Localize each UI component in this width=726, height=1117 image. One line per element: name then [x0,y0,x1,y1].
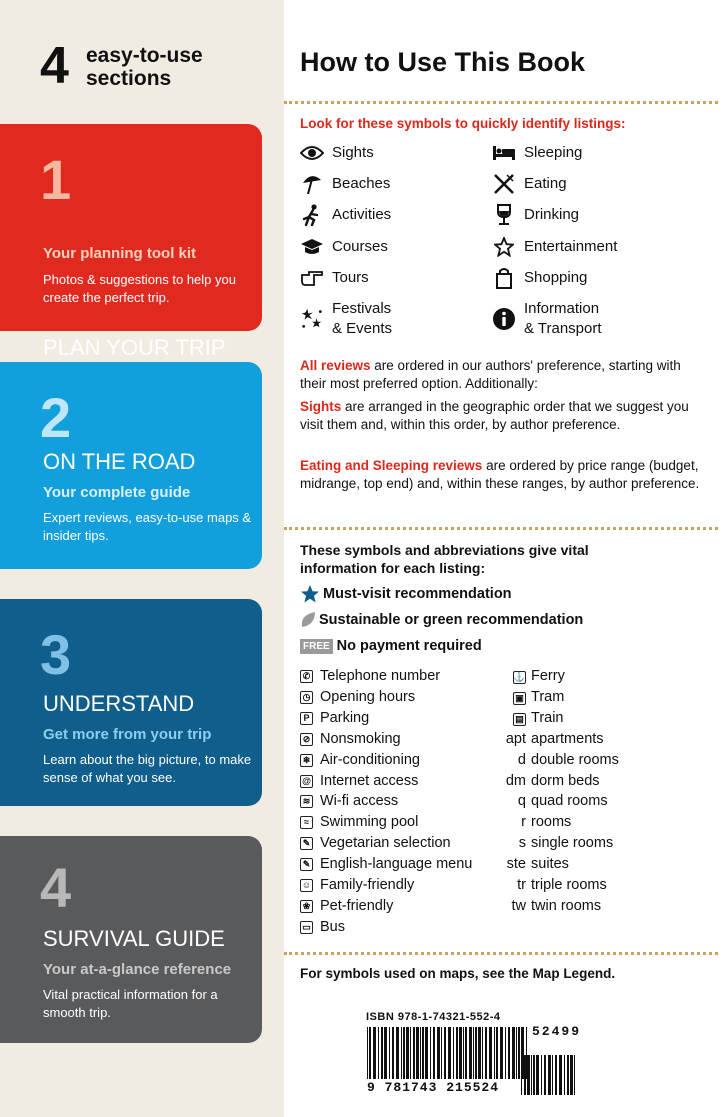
must-visit-label: Must-visit recommendation [323,586,512,602]
section-card-road [0,362,262,569]
pet-icon: ❀ [300,900,313,913]
abbr-item [494,729,604,750]
abbr-code: apt [505,730,526,747]
wine-glass-icon [492,205,516,225]
abbr-label: Wi-fi access [320,793,399,810]
abbr-label: Swimming pool [320,814,419,831]
symbol-sights [300,143,374,163]
fireworks-icon [300,299,324,339]
barcode-bar [489,1027,492,1079]
barcode-bar [518,1027,520,1079]
barcode-bar [465,1027,467,1079]
header-text [86,44,203,90]
shopping-bag-icon [492,268,516,288]
section-description: Vital practical information for a smooth trip. [43,987,218,1020]
barcode-bar [413,1027,415,1079]
abbr-code: tw [511,897,526,914]
abbr-label: triple rooms [531,877,607,893]
barcode-bar [533,1055,535,1095]
info-icon [492,299,516,339]
barcode-bar [482,1027,483,1079]
barcode-bar [422,1027,424,1079]
abbr-item [494,750,619,771]
abbr-item [300,771,418,792]
barcode-bar [420,1027,421,1079]
highlight: Eating and Sleeping reviews [300,458,483,473]
abbr-item [300,812,418,833]
symbol-courses [300,237,388,257]
barcode-bar [494,1027,495,1079]
barcode-bar [384,1027,387,1079]
abbr-item [300,666,440,687]
symbol-label-line2: & Transport [524,320,602,337]
free-badge: FREE [300,639,333,654]
barcode-bar [430,1027,431,1079]
barcode-bar [527,1055,530,1095]
ferry-icon: ⚓ [513,672,526,682]
section-title: PLAN YOUR TRIP [43,335,226,360]
barcode-bar [548,1055,551,1095]
swimming-icon: ≈ [300,816,313,829]
abbr-icon-cell [494,666,526,687]
barcode-bar [485,1027,487,1079]
free-label: No payment required [336,638,482,654]
barcode-bar [559,1055,562,1095]
symbol-beaches [300,174,390,194]
abbr-label: Parking [320,709,370,726]
abbr-item [300,687,415,708]
symbol-shopping [492,268,587,288]
symbol-label: Drinking [524,206,580,223]
divider [284,101,718,104]
abbr-icon-cell [494,708,526,729]
section-subtitle: Your complete guide [43,484,191,501]
section-description: Learn about the big picture, to make sense of what you see. [43,752,252,785]
must-visit-row [300,584,512,604]
map-note: For symbols used on maps, see the Map Legend. [300,966,616,981]
header-text-line1: easy-to-use [86,44,203,67]
leaf-icon [300,611,316,629]
english-menu-icon: ✎ [300,858,313,871]
abbr-code: q [517,793,526,810]
graduation-cap-icon [300,237,324,257]
abbr-code: d [517,751,526,768]
symbol-label-line2: & Events [332,320,393,337]
abbr-label: twin rooms [531,897,602,914]
symbol-information [492,299,602,339]
reviews-paragraph-1 [300,357,700,393]
abbr-code: r [521,814,526,831]
barcode-bar [416,1027,419,1079]
barcode-bar [531,1055,532,1095]
section-subtitle: Your planning tool kit [43,245,197,262]
barcode-bar [444,1027,446,1079]
symbol-label [332,299,392,339]
barcode-bar [403,1027,405,1079]
abbr-item [494,875,607,896]
star-outline-icon [492,237,516,257]
barcode-bar [456,1027,458,1079]
symbol-drinking [492,205,579,225]
barcode-bar [459,1027,462,1079]
abbr-item [300,896,393,917]
price-barcode [521,1041,576,1095]
barcode-bar [473,1027,474,1079]
how-to-use-panel [284,0,726,1117]
symbol-label: Tours [332,269,369,286]
abbr-label: double rooms [531,751,619,768]
bed-icon [492,143,516,163]
symbol-label: Sights [332,144,374,161]
symbol-eating [492,174,567,194]
symbol-label: Shopping [524,269,588,286]
section-subtitle: Your at-a-glance reference [43,961,232,978]
barcode-bar [521,1055,522,1095]
abbr-item [494,791,608,812]
barcode [367,1027,528,1079]
barcode-bar [469,1027,472,1079]
symbol-label: Activities [332,206,392,223]
symbol-label: Eating [524,175,567,192]
barcode-bar [555,1055,557,1095]
symbol-label: Sleeping [524,144,583,161]
barcode-bar [505,1027,506,1079]
abbr-label: Ferry [531,668,565,684]
clock-icon: ◷ [300,691,313,704]
barcode-bar [410,1027,411,1079]
barcode-bar [425,1027,428,1079]
divider [284,952,718,955]
beach-umbrella-icon [300,174,324,194]
abbr-code: dm [505,772,526,789]
barcode-bar [512,1027,515,1079]
barcode-bar [381,1027,383,1079]
barcode-bar [389,1027,390,1079]
tram-icon: ▣ [513,692,526,705]
section-number: 2 [40,386,72,449]
barcode-bar [552,1055,553,1095]
paragraph-text: are arranged in the geographic order that we suggest you visit them and, within this order, by author preference. [300,399,689,432]
section-subtitle: Get more from your trip [43,726,212,743]
abbr-code: tr [517,877,526,893]
symbol-activities [300,205,391,225]
abbr-item [494,833,613,854]
page-title: How to Use This Book [300,47,586,77]
barcode-bar [516,1027,517,1079]
bus-icon: ▭ [300,921,313,934]
abbr-item [494,812,571,833]
barcode-bar [401,1027,402,1079]
symbol-sleeping [492,143,582,163]
reviews-paragraph-2 [300,398,700,434]
barcode-bar [392,1027,394,1079]
running-person-icon [300,205,324,225]
paragraph-text: are ordered by price range (budget, midrange, top end) and, within these ranges, by author preference. [300,458,700,491]
free-row [300,638,482,654]
symbol-tours [300,268,369,288]
barcode-bar [536,1055,539,1095]
abbr-label: Opening hours [320,688,416,705]
barcode-bar [564,1055,565,1095]
barcode-bar [373,1027,376,1079]
barcode-bar [437,1027,440,1079]
barcode-bar [574,1055,575,1095]
abbr-label: Internet access [320,772,419,789]
symbol-label: Beaches [332,175,391,192]
barcode-bar [406,1027,409,1079]
barcode-bar [524,1055,526,1095]
price-code: 52499 [532,1024,582,1039]
abbr-item [494,854,569,875]
barcode-bar [478,1027,481,1079]
barcode-bar [508,1027,510,1079]
symbol-festivals [300,299,392,339]
sustainable-row [300,611,583,629]
barcode-bar [463,1027,464,1079]
parking-icon: P [300,712,313,725]
section-title: ON THE ROAD [43,449,196,474]
abbr-code: s [518,835,526,852]
barcode-bar [541,1055,542,1095]
abbr-item [300,833,451,854]
section-card-survival [0,836,262,1043]
section-card-understand [0,599,262,806]
barcode-bar [378,1027,379,1079]
header-number: 4 [40,37,69,95]
abbr-label: Vegetarian selection [320,835,451,852]
abbr-item [494,666,565,687]
barcode-bar [396,1027,399,1079]
wifi-icon: ≋ [300,795,313,808]
abbr-label: single rooms [531,835,614,852]
symbol-entertainment [492,237,617,257]
symbol-label [524,299,602,339]
section-title: UNDERSTAND [43,691,195,716]
divider [284,527,718,530]
paragraph-text: are ordered in our authors' preference, starting with their most preferred option. Additionally: [300,358,681,391]
section-card-plan [0,124,262,360]
barcode-digits: 9 781743 215524 [367,1080,500,1095]
barcode-bar [567,1055,569,1095]
nonsmoking-icon: ⊘ [300,733,313,746]
abbr-item [300,729,401,750]
abbr-label: Train [531,709,564,726]
symbol-label: Entertainment [524,238,618,255]
barcode-bar [448,1027,451,1079]
abbr-label: Telephone number [320,668,441,684]
barcode-bar [441,1027,442,1079]
abbr-item [494,896,601,917]
symbol-label: Courses [332,238,388,255]
abbr-icon-cell [494,687,526,708]
abbr-label: Bus [320,918,345,935]
reviews-paragraph-3 [300,457,700,493]
abbr-label: Family-friendly [320,877,415,893]
abbr-lead: These symbols and abbreviations give vital information for each listing: [300,542,589,576]
air-conditioning-icon: ❄ [300,754,313,767]
section-number: 1 [40,148,72,211]
barcode-bar [475,1027,477,1079]
family-icon: ☺ [301,880,312,890]
pointing-hand-icon [300,268,324,288]
abbr-item [300,708,369,729]
abbr-label: Tram [531,688,565,705]
abbr-code: ste [506,856,526,873]
abbr-item [494,687,564,708]
section-number: 3 [40,623,72,686]
section-description: Photos & suggestions to help you create the perfect trip. [43,272,236,305]
barcode-bar [433,1027,435,1079]
abbr-label: dorm beds [531,772,600,789]
abbr-label: suites [531,856,569,873]
abbr-label: quad rooms [531,793,608,810]
barcode-bar [496,1027,498,1079]
eye-icon [300,143,324,163]
internet-icon: @ [300,775,313,788]
symbol-label-line1: Information [524,300,600,317]
sustainable-label: Sustainable or green recommendation [319,612,584,628]
barcode-bar [453,1027,454,1079]
barcode-bar [570,1055,573,1095]
barcode-bar [367,1027,368,1079]
abbr-item [300,750,420,771]
abbr-item [494,771,600,792]
abbr-label: Pet-friendly [320,897,394,914]
section-number: 4 [40,856,72,919]
abbr-label: apartments [531,730,604,747]
abbr-label: English-language menu [320,856,473,873]
symbol-label-line1: Festivals [332,300,392,317]
abbr-item [494,708,564,729]
section-description: Expert reviews, easy-to-use maps & insider tips. [43,510,252,543]
abbr-label: Nonsmoking [320,730,401,747]
abbr-label: rooms [531,814,572,831]
isbn-text: ISBN 978-1-74321-552-4 [366,1011,501,1023]
telephone-icon: ✆ [300,670,313,683]
header-text-line2: sections [86,67,172,90]
abbr-item [300,875,414,896]
train-icon: ▤ [513,713,526,726]
barcode-bar [369,1027,371,1079]
symbols-lead: Look for these symbols to quickly identify listings: [300,116,626,131]
sections-panel [0,0,284,1117]
highlight: Sights [300,399,342,414]
abbr-item [300,791,398,812]
section-title: SURVIVAL GUIDE [43,926,225,951]
abbr-item [300,854,472,875]
fork-knife-icon [492,174,516,194]
highlight: All reviews [300,358,371,373]
vegetarian-icon: ✎ [300,837,313,850]
barcode-bar [544,1055,546,1095]
abbr-label: Air-conditioning [320,751,420,768]
barcode-bar [500,1027,503,1079]
abbr-item [300,917,345,938]
must-visit-star-icon [300,584,320,604]
